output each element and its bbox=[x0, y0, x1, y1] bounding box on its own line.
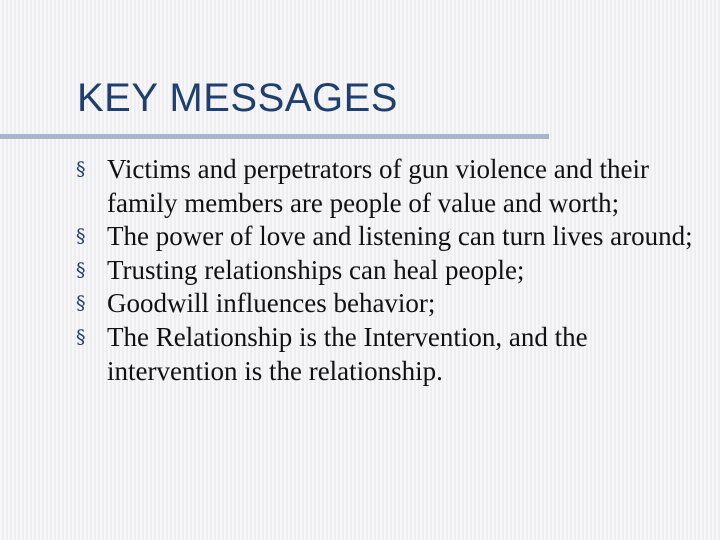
bullet-item bbox=[76, 321, 706, 388]
bullet-item bbox=[76, 254, 706, 288]
bullet-marker-icon: § bbox=[76, 292, 86, 315]
bullet-item bbox=[76, 220, 706, 254]
bullet-item bbox=[76, 153, 706, 220]
bullet-marker-icon: § bbox=[76, 325, 86, 348]
bullet-marker-icon: § bbox=[76, 258, 86, 281]
slide-title: KEY MESSAGES bbox=[77, 76, 398, 120]
bullet-text: The Relationship is the Intervention, and the intervention is the relationship. bbox=[107, 321, 588, 386]
title-underline bbox=[0, 134, 549, 139]
bullet-text: The power of love and listening can turn lives around; bbox=[107, 221, 693, 252]
bullet-list bbox=[76, 153, 706, 388]
bullet-text: Goodwill influences behavior; bbox=[107, 288, 436, 319]
bullet-text: Trusting relationships can heal people; bbox=[107, 254, 525, 285]
bullet-marker-icon: § bbox=[76, 158, 86, 180]
bullet-text: Victims and perpetrators of gun violence and their family members are people of value and worth; bbox=[107, 154, 649, 218]
bullet-item bbox=[76, 287, 706, 321]
bullet-marker-icon: § bbox=[76, 225, 86, 248]
